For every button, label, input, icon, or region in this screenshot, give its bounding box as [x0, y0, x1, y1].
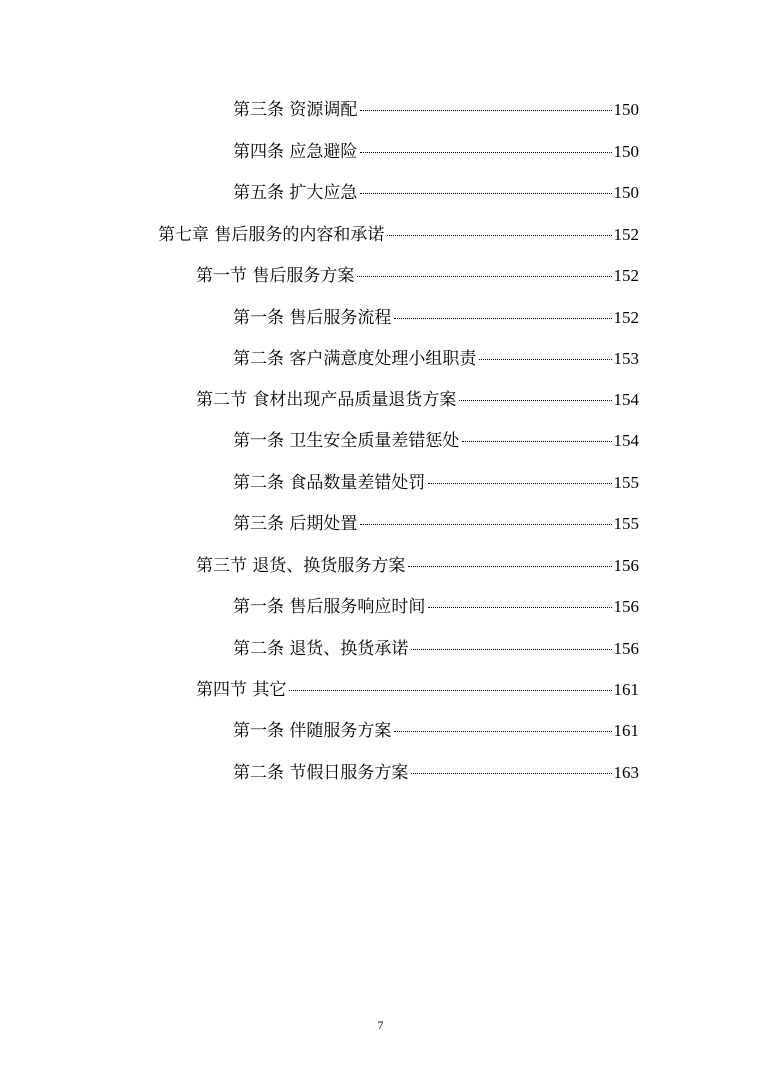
dot-leader [360, 109, 611, 111]
toc-entry[interactable] [233, 594, 639, 620]
dot-leader [428, 482, 611, 484]
toc-entry-label: 第二条 节假日服务方案 [233, 763, 409, 783]
toc-entry-page: 152 [613, 225, 639, 244]
toc-entry-label: 第二条 退货、换货承诺 [233, 639, 409, 659]
toc-entry-page: 154 [613, 390, 639, 409]
toc-entry-page: 152 [613, 266, 639, 285]
toc-entry-page: 150 [613, 100, 639, 119]
toc-entry[interactable] [233, 718, 639, 744]
dot-leader [394, 317, 611, 319]
toc-entry-section[interactable] [196, 677, 639, 703]
dot-leader [289, 689, 611, 691]
toc-entry[interactable] [233, 346, 639, 372]
toc-entry-label: 第三条 资源调配 [233, 100, 358, 120]
toc-entry-label: 第一条 卫生安全质量差错惩处 [233, 431, 460, 451]
toc-entry-page: 161 [613, 680, 639, 699]
toc-entry-label: 第一条 伴随服务方案 [233, 721, 392, 741]
dot-leader [360, 523, 611, 525]
toc-entry-page: 154 [613, 431, 639, 450]
dot-leader [462, 440, 611, 442]
toc-entry-label: 第三条 后期处置 [233, 514, 358, 534]
toc-entry-label: 第四节 其它 [196, 680, 287, 700]
dot-leader [408, 565, 611, 567]
toc-entry-page: 152 [613, 308, 639, 327]
dot-leader [357, 275, 611, 277]
toc-entry-page: 156 [613, 639, 639, 658]
toc-entry-label: 第一节 售后服务方案 [196, 266, 355, 286]
toc-entry-page: 155 [613, 473, 639, 492]
dot-leader [360, 151, 611, 153]
toc-entry[interactable] [233, 636, 639, 662]
toc-entry[interactable] [233, 511, 639, 537]
toc-entry-label: 第五条 扩大应急 [233, 183, 358, 203]
toc-entry-label: 第三节 退货、换货服务方案 [196, 556, 406, 576]
toc-entry[interactable] [233, 97, 639, 123]
toc-entry[interactable] [233, 180, 639, 206]
toc-entry-page: 150 [613, 142, 639, 161]
toc-entry-label: 第一条 售后服务响应时间 [233, 597, 426, 617]
toc-entry-label: 第二条 食品数量差错处罚 [233, 473, 426, 493]
toc-entry-chapter[interactable] [158, 222, 639, 248]
dot-leader [360, 192, 611, 194]
toc-entry-label: 第二节 食材出现产品质量退货方案 [196, 390, 457, 410]
toc-entry-section[interactable] [196, 263, 639, 289]
toc-entry-section[interactable] [196, 553, 639, 579]
toc-entry-page: 161 [613, 721, 639, 740]
toc-entry-label: 第二条 客户满意度处理小组职责 [233, 349, 477, 369]
toc-entry-section[interactable] [196, 387, 639, 413]
toc-entry[interactable] [233, 139, 639, 165]
dot-leader [411, 648, 611, 650]
dot-leader [387, 234, 611, 236]
toc-entry-page: 155 [613, 514, 639, 533]
toc-entry-label: 第七章 售后服务的内容和承诺 [158, 225, 385, 245]
dot-leader [411, 772, 611, 774]
dot-leader [428, 606, 611, 608]
toc-entry[interactable] [233, 470, 639, 496]
toc-entry[interactable] [233, 760, 639, 786]
dot-leader [394, 730, 611, 732]
dot-leader [459, 399, 611, 401]
toc-entry-label: 第四条 应急避险 [233, 142, 358, 162]
toc-entry[interactable] [233, 305, 639, 331]
toc-entry-page: 156 [613, 556, 639, 575]
toc-entry-page: 163 [613, 763, 639, 782]
page-number: 7 [377, 1018, 384, 1032]
toc-entry-page: 153 [613, 349, 639, 368]
toc-entry-page: 156 [613, 597, 639, 616]
toc-entry-page: 150 [613, 183, 639, 202]
dot-leader [479, 358, 611, 360]
toc-entry-label: 第一条 售后服务流程 [233, 308, 392, 328]
toc-entry[interactable] [233, 428, 639, 454]
